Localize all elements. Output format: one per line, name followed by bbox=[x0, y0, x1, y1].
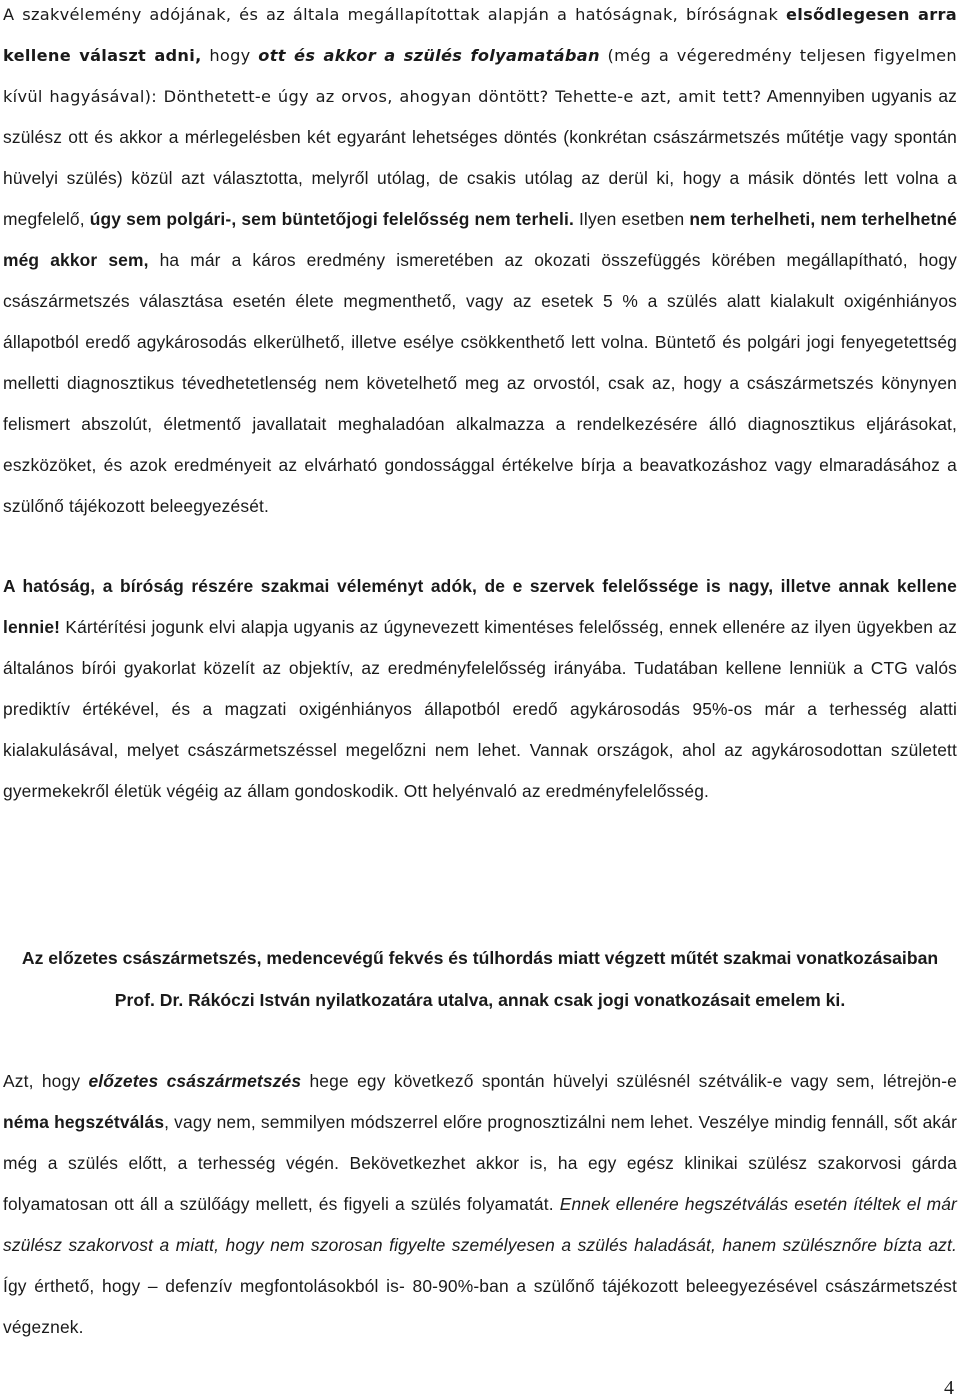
text-span: (még a végeredmény teljesen figyelmen kívül hagyásával): Dönthetett-e úgy az orvos, ahogyan döntött? Tehette-e azt, amit tett? bbox=[3, 46, 957, 106]
text-span: Kártérítési jogunk elvi alapja ugyanis az úgynevezett kimentéses felelősség, ennek ellenére az ilyen ügyekben az általános bírói gyakorlat közelít az objektív, az eredményfelelősség irányába. Tudatában kellene lenniük a CTG valós prediktív értékével, és a magzati oxigénhiányos állapotból eredő agykárosodás 95%-os már a terhesség alatti kialakulásával, melyet császármetszéssel megelőzni nem lehet. Vannak országok, ahol az agykárosodottan született gyermekekről életük végéig az állam gondoskodik. Ott helyénvaló az eredményfelelősség. bbox=[3, 617, 957, 801]
text-span: Így érthető, hogy – defenzív megfontolásokból is- 80-90%-ban a szülőnő tájékozott beleegyezésével császármetszést végeznek. bbox=[3, 1276, 957, 1337]
page-number: 4 bbox=[944, 1377, 954, 1399]
text-span: Ilyen esetben bbox=[573, 209, 690, 229]
italic-text: Ennek ellenére hegszétválás esetén ítéltek el már szülész szakorvost a miatt, hogy nem szorosan figyelte személyesen a szülés haladását, hanem szülésznőre bízta azt. bbox=[3, 1194, 957, 1255]
bold-text: úgy sem polgári-, sem büntetőjogi felelősség nem terheli. bbox=[89, 209, 574, 229]
text-span: hogy bbox=[201, 46, 259, 65]
text-span-calibri: Amennyiben ugyanis az szülész ott és akkor a mérlegelésben két egyaránt lehetséges döntés (konkrétan császármetszés műtétje vagy spontán hüvelyi szülés) közül azt választotta, melyről utólag, de csakis utólag az derül ki, hogy a másik döntés lett volna a megfelelő, bbox=[3, 86, 957, 229]
bold-text: néma hegszétválás bbox=[3, 1112, 165, 1132]
paragraph-authority-responsibility bbox=[0, 566, 960, 812]
bold-italic-text bbox=[88, 1071, 301, 1091]
text-span: A szakvélemény adójának, és az általa megállapítottak alapján a hatóságnak, bíróságnak bbox=[3, 5, 786, 24]
paragraph-expert-opinion bbox=[0, 0, 960, 527]
italic-text: ott és akkor a szülés folyamatában bbox=[258, 46, 600, 65]
bold-text: nem terhelheti, nem terhelhetné még akkor sem, bbox=[3, 209, 957, 270]
text-span: Azt, hogy bbox=[3, 1071, 89, 1091]
text-span: hege egy következő spontán hüvelyi szülésnél szétválik-e vagy sem, létrejön-e bbox=[301, 1071, 958, 1091]
italic-text: előzetes császármetszés bbox=[88, 1071, 302, 1091]
section-heading: Az előzetes császármetszés, medencevégű fekvés és túlhordás miatt végzett műtét szakmai vonatkozásaiban Prof. Dr. Rákóczi István nyilatkozatára utalva, annak csak jogi vonatkozásait emelem ki. bbox=[21, 948, 939, 1010]
paragraph-caesarean bbox=[0, 1061, 960, 1348]
bold-text: A hatóság, a bíróság részére szakmai véleményt adók, de e szervek felelőssége is nagy, illetve annak kellene lennie! bbox=[3, 576, 957, 637]
bold-italic-text bbox=[258, 46, 599, 65]
text-span: , vagy nem, semmilyen módszerrel előre prognosztizálni nem lehet. Veszélye mindig fennáll, sőt akár még a szülés előtt, a terhesség végén. Bekövetkezhet akkor is, ha egy egész klinikai szülész szakorvosi gárda folyamatosan ott áll a szülőágy mellett, és figyeli a szülés folyamatát. bbox=[3, 1112, 958, 1214]
bold-text: elsődlegesen arra kellene választ adni, bbox=[3, 5, 957, 65]
text-span: ha már a káros eredmény ismeretében az okozati összefüggés körében megállapítható, hogy császármetszés választása esetén élete megmenthető, vagy az esetek 5 % a szülés alatt kialakult oxigénhiányos állapotból eredő agykárosodás elkerülhető, illetve esélye csökkenthető lett volna. Büntető és polgári jogi fenyegetettség melletti diagnosztikus tévedhetetlenség nem követelhető meg az orvostól, csak az, hogy a császármetszés könynyen felismert abszolút, életmentő javallatait meghaladóan alkalmazza a rendelkezésére álló diagnosztikus eljárásokat, eszközöket, és azok eredményeit az elvárható gondossággal értékelve bírja a beavatkozáshoz vagy elmaradásához a szülőnő tájékozott beleegyezését. bbox=[3, 250, 957, 516]
